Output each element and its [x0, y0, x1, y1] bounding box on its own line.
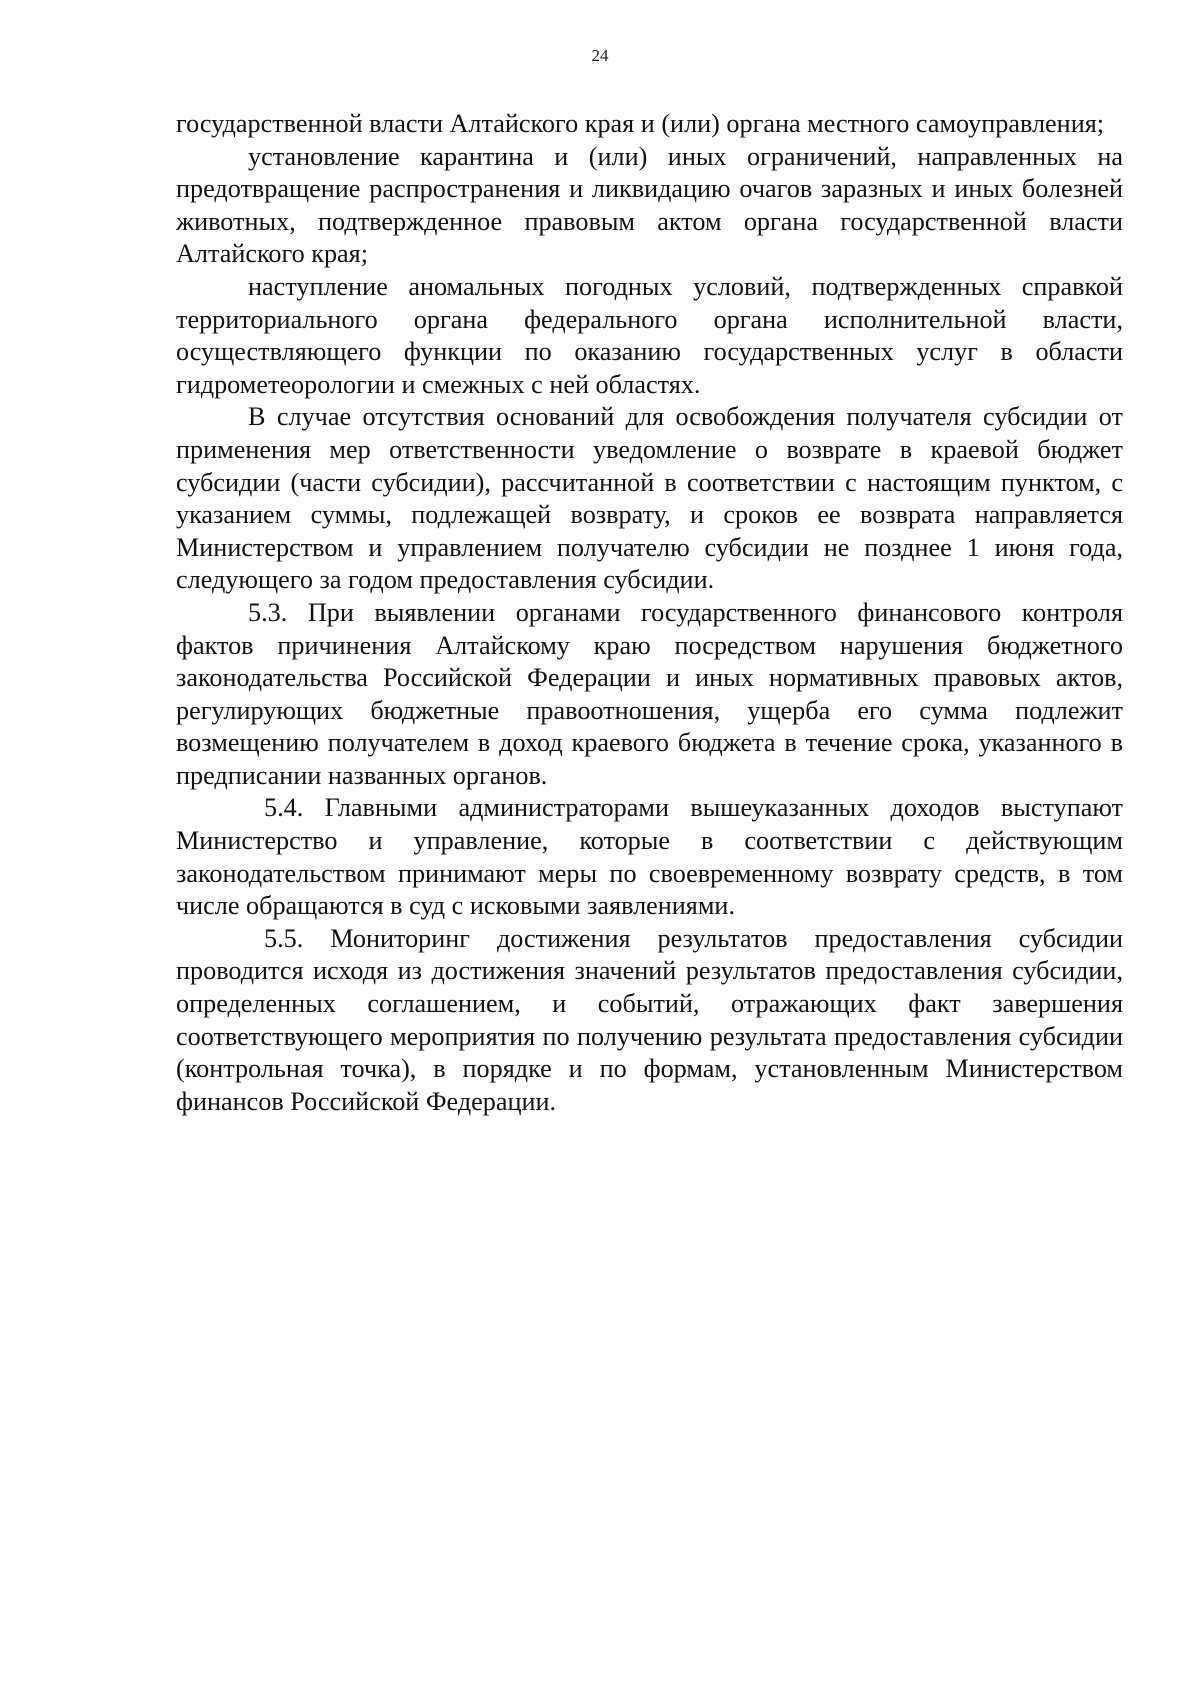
paragraph-notification: В случае отсутствия оснований для освобождения получателя субсидии от применения мер ответственности уведомление о возврате в краевой бюджет субсидии (части субсидии), рассчитанной в соответствии с настоящим пунктом, с указанием суммы, подлежащей возврату, и сроков ее возврата направляется Министерством и управлением получателю субсидии не позднее 1 июня года, следующего за годом предоставления субсидии. [176, 402, 1123, 595]
paragraph-weather: наступление аномальных погодных условий, подтвержденных справкой территориального органа федерального органа исполнительной власти, осуществляющего функции по оказанию государственных услуг в области гидрометеорологии и смежных с ней областях. [176, 271, 1123, 399]
paragraph-section-5-5: 5.5. Мониторинг достижения результатов предоставления субсидии проводится исходя из достижения значений результатов предоставления субсидии, определенных соглашением, и событий, отражающих факт завершения соответствующего мероприятия по получению результата предоставления субсидии (контрольная точка), в порядке и по формам, установленным Министерством финансов Российской Федерации. [176, 923, 1123, 1116]
paragraph-section-5-4: 5.4. Главными администраторами вышеуказанных доходов выступают Министерство и управление, которые в соответствии с действующим законодательством принимают меры по своевременному возврату средств, в том числе обращаются в суд с исковыми заявлениями. [176, 793, 1123, 921]
document-body [176, 108, 1123, 1118]
page-number: 24 [591, 46, 609, 65]
paragraph-quarantine: установление карантина и (или) иных ограничений, направленных на предотвращение распространения и ликвидацию очагов заразных и иных болезней животных, подтвержденное правовым актом органа государственной власти Алтайского края; [176, 141, 1123, 269]
paragraph-section-5-3: 5.3. При выявлении органами государственного финансового контроля фактов причинения Алтайскому краю посредством нарушения бюджетного законодательства Российской Федерации и иных нормативных правовых актов, регулирующих бюджетные правоотношения, ущерба его сумма подлежит возмещению получателем в доход краевого бюджета в течение срока, указанного в предписании названных органов. [176, 597, 1123, 790]
paragraph-continuation: государственной власти Алтайского края и (или) органа местного самоуправления; [176, 109, 1105, 138]
